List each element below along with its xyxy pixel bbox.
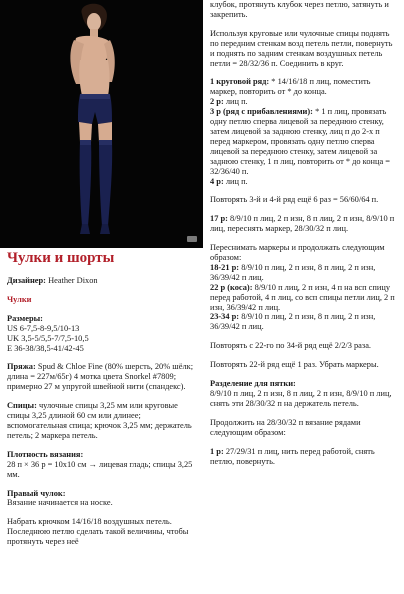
row-23-34 bbox=[210, 312, 398, 332]
heel-block bbox=[210, 379, 398, 409]
row-17 bbox=[210, 214, 398, 234]
row-17-text: 8/9/10 п лиц, 2 п изн, 8 п лиц, 2 п изн, 8/9/10 п лиц, переснять маркер, 28/30/32 п лиц. bbox=[210, 214, 395, 234]
continue-paragraph: Продолжить на 28/30/32 п вязание рядами следующим образом: bbox=[210, 417, 361, 437]
photo-credit-logo bbox=[187, 236, 197, 242]
size-eu: E 36-38/38,5-41/42-45 bbox=[7, 343, 84, 353]
row-23-34-text: 8/9/10 п лиц, 2 п изн, 8 п лиц, 2 п изн, 36/39/42 п лиц. bbox=[210, 312, 376, 332]
markers-text: Переснимать маркеры и продолжать следующим образом: bbox=[210, 243, 385, 263]
left-column bbox=[7, 250, 199, 556]
row-2-label: 2 р: bbox=[210, 97, 224, 107]
size-us: US 6-7,5-8-9,5/10-13 bbox=[7, 323, 80, 333]
row-22-text: 8/9/10 п лиц, 2 п изн, 4 п на всп спицу перед работой, 4 п лиц, со всп спицы петли лиц, 2 п изн, 36/39/42 п лиц. bbox=[210, 282, 395, 312]
row-4 bbox=[210, 177, 398, 187]
gauge-label: Плотность вязания: bbox=[7, 449, 84, 459]
right-stocking-text: Вязание начинается на носке. bbox=[7, 498, 113, 508]
join-paragraph: Используя круговые или чулочные спицы поднять по передним стенкам возд петель петли, повернуть и поднять по задним стенкам воздушных петель петли = 28/32/36 п. Соединить в круг. bbox=[210, 28, 393, 68]
row-r1-label: 1 р: bbox=[210, 446, 224, 456]
designer-label: Дизайнер: bbox=[7, 276, 46, 285]
row-2-text: лиц п. bbox=[225, 97, 248, 107]
row-3 bbox=[210, 107, 398, 176]
designer-value: Heather Dixon bbox=[48, 276, 98, 285]
continuation-paragraph: клубок, протянуть клубок через петлю, затянуть и закрепить. bbox=[210, 0, 389, 19]
row-r1-text: 27/29/31 п лиц, нить перед работой, снять петлю, повернуть. bbox=[210, 446, 375, 466]
row-4-label: 4 р: bbox=[210, 176, 224, 186]
right-column bbox=[210, 0, 398, 475]
needles-label: Спицы: bbox=[7, 401, 37, 411]
yarn-text: Spud & Chloe Fine (80% шерсть, 20% шёлк; длина = 227м/65г) 4 мотка цвета Snorkel #7809; примерно 27 м упругой швейной нити (спандекс). bbox=[7, 362, 194, 392]
sizes-block bbox=[7, 314, 199, 354]
section-stockings: Чулки bbox=[7, 294, 32, 304]
heel-label: Разделение для пятки: bbox=[210, 379, 296, 389]
repeat3-paragraph: Повторять 22-й ряд ещё 1 раз. Убрать маркеры. bbox=[210, 360, 379, 370]
rows-18-34-block bbox=[210, 243, 398, 332]
row-1-text: * 14/16/18 п лиц, поместить маркер, повторить от * до конца. bbox=[210, 77, 371, 97]
row-18-21-text: 8/9/10 п лиц, 2 п изн, 8 п лиц, 2 п изн, 36/39/42 п лиц. bbox=[210, 262, 376, 282]
row-3-label: 3 р (ряд с прибавлениями): bbox=[210, 107, 313, 117]
needles-block bbox=[7, 401, 199, 441]
heel-text: 8/9/10 п лиц, 2 п изн, 8 п лиц, 2 п изн, 8/9/10 п лиц, снять эти 28/30/32 п на держатель петель. bbox=[210, 389, 392, 408]
row-1-label: 1 круговой ряд: bbox=[210, 77, 270, 87]
designer-line bbox=[7, 276, 199, 286]
gauge-text: 28 п × 36 р = 10х10 см → лицевая гладь; спицы 3,25 мм. bbox=[7, 459, 193, 479]
row-1 bbox=[210, 77, 398, 97]
row-22-label: 22 р (коса): bbox=[210, 282, 253, 292]
row-3-text: * 1 п лиц, провязать одну петлю сперва лицевой за переднюю стенку, затем лицевой за заднюю стенку, лиц п до 2-х п перед маркером, провязать одну петлю сперва лицевой за переднюю стенку, затем лицевой за заднюю стенку, 1 п лиц, повторить от * до конца = 32/36/40 п. bbox=[210, 107, 391, 176]
repeat2-paragraph: Повторять с 22-го по 34-й ряд ещё 2/2/3 раза. bbox=[210, 341, 372, 351]
cast-on-paragraph: Набрать крючком 14/16/18 воздушных петель. Последнюю петлю сделать такой величины, чтобы протянуть через неё bbox=[7, 517, 189, 547]
row-22 bbox=[210, 283, 398, 313]
repeat-paragraph: Повторять 3-й и 4-й ряд ещё 6 раз = 56/60/64 п. bbox=[210, 195, 379, 205]
size-uk: UK 3,5-5/5,5-7/7,5-10,5 bbox=[7, 333, 89, 343]
row-18-21 bbox=[210, 263, 398, 283]
row-18-21-label: 18-21 р: bbox=[210, 262, 240, 272]
row-r1 bbox=[210, 447, 398, 467]
row-2 bbox=[210, 97, 398, 107]
right-stocking-label: Правый чулок: bbox=[7, 488, 66, 498]
pattern-title: Чулки и шорты bbox=[7, 250, 115, 266]
model-illustration bbox=[0, 0, 203, 248]
model-photo bbox=[0, 0, 203, 248]
right-stocking-block bbox=[7, 489, 199, 509]
row-4-text: лиц п. bbox=[225, 176, 248, 186]
needles-text: чулочные спицы 3,25 мм или круговые спицы 3,25 длиной 60 см или длинее; вспомогательная спица; крючок 3,25 мм; держатель петель; 2 маркера петель. bbox=[7, 401, 192, 440]
gauge-block bbox=[7, 450, 199, 480]
rows-1-4-block bbox=[210, 77, 398, 186]
row-17-label: 17 р: bbox=[210, 214, 228, 224]
yarn-block bbox=[7, 362, 199, 392]
yarn-label: Пряжа: bbox=[7, 362, 36, 372]
sizes-label: Размеры: bbox=[7, 313, 43, 323]
row-23-34-label: 23-34 р: bbox=[210, 312, 240, 322]
